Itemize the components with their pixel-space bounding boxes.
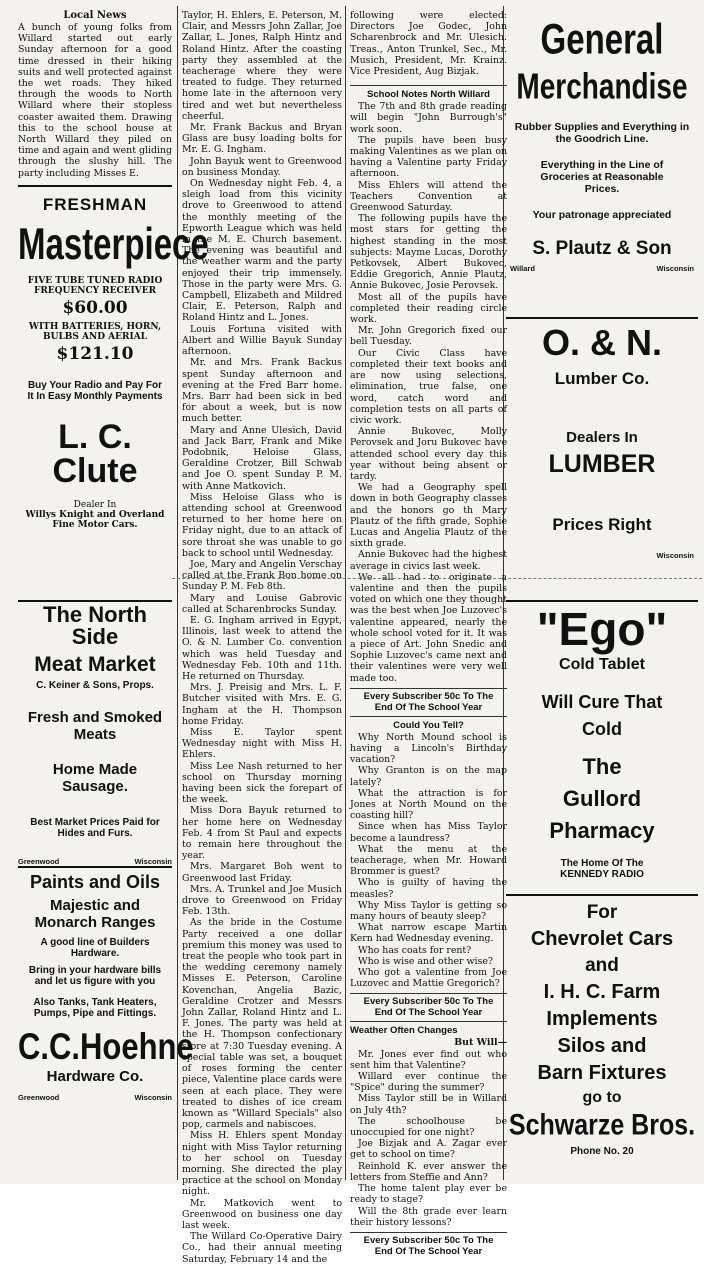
subscriber-line-1: Every Subscriber 50c To The [363, 996, 494, 1008]
schwarze-name: Schwarze Bros. [508, 1108, 696, 1142]
meat-market-kicker: The North Side [43, 601, 147, 649]
meat-fresh-1: Fresh and Smoked [27, 708, 163, 726]
schwarze-l4: I. H. C. Farm [543, 981, 661, 1003]
schwarze-l8: go to [582, 1089, 622, 1106]
lumber-state: Wisconsin [656, 551, 694, 560]
tell-question: Who got a valentine from Joe Luzovec and Mattie Gregorich? [350, 967, 507, 990]
col2-paragraph: Taylor, H. Ehlers, E. Peterson, M. Clair, and Messrs John Zallar, Joe Zallar, L. Jones, Ralph Hintz and Roland Hintz. After the coasting party they assembled at the teacherage where they were treated to fudge. They returned home late in the afternoon very tired and wet but nevertheless cheerful. [182, 10, 342, 122]
tell-question: Why Miss Taylor is getting so many hours of beauty sleep? [350, 899, 507, 923]
subscriber-line-2: End Of The School Year [374, 1007, 483, 1019]
col2-paragraph: Mrs. Margaret Boh went to Greenwood last Friday. [182, 861, 342, 884]
col2-paragraph: Mr. Frank Backus and Bryan Glass are busy loading bolts for Mr. E. G. Ingham. [182, 122, 342, 156]
lumber-prices: Prices Right [552, 515, 652, 534]
local-news-body: A bunch of young folks from Willard started out early Sunday afternoon for a good time dressed in their hiking suits and well protected against the wet roads. They hiked through the woods to North Willard where their stopless coaster awaited them. Drawing this to the school house at North Willard they piled on time and again and went gliding through the slushy hill. The party including Misses E. [18, 22, 172, 179]
col2-paragraph: The Willard Co-Operative Dairy Co., had their annual meeting Saturday, February 14 and the [182, 1231, 342, 1265]
subscriber-notice [350, 993, 507, 1018]
masterpiece-price-2: $121.10 [56, 343, 134, 364]
ego-cure-1: Will Cure That [541, 692, 663, 712]
meat-market-name: Meat Market [34, 652, 156, 676]
col2-paragraph: Miss Dora Bayuk returned to her home here on Wednesday Feb. 4 from St Paul and expects to remain here throughout the year. [182, 805, 342, 862]
ego-cure-2: Cold [582, 719, 622, 739]
subscriber-notice [350, 688, 507, 713]
hoehne-sub: Hardware Co. [46, 1067, 144, 1085]
col2-paragraph: E. G. Ingham arrived in Egypt, Illinois, last week to attend the O. & N. Lumber Co. convention which was held Tuesday and Wednesday Feb. 10th and 11th. He returned on Thursday. [182, 614, 342, 682]
masterpiece-radio-ad [18, 185, 209, 600]
dealer-cars-2: Fine Motor Cars. [52, 519, 138, 530]
meat-town: Greenwood [18, 856, 60, 866]
plautz-ad [506, 10, 698, 317]
tell-question: What the menu at the teacherage, when Mr. Howard Brommer is guest? [350, 843, 507, 878]
hoehne-location [18, 1093, 172, 1102]
weather-item: The schoolhouse be unoccupied for one night? [350, 1115, 507, 1139]
plautz-h1: General [540, 14, 664, 63]
lumber-dealers-in: Dealers In [566, 429, 638, 446]
page-fold-line [172, 578, 702, 589]
schwarze-l6: Silos and [557, 1035, 647, 1057]
hoehne-name: C.C.Hoehne [18, 1025, 194, 1068]
masterpiece-line3: WITH BATTERIES, HORN, [28, 321, 162, 332]
col2-paragraph: Mary and Louise Gabrovic called at Scharenbrocks Sunday. [182, 592, 342, 615]
plautz-l3: Your patronage appreciated [532, 209, 672, 221]
col2-paragraph: Mary and Anne Ulesich, David and Jack Barr, Frank and Mike Podobnik, Heloise Glass, Geraldine Crotzer, Bill Schwab and Joe O. spent Sunday P. M. with Anne Matkovich. [182, 424, 342, 492]
col2-paragraph: Louis Fortuna visited with Albert and Willie Bayuk Sunday afternoon. [182, 323, 342, 358]
weather-subtitle: But Will— [454, 1037, 507, 1049]
hoehne-h2: Majestic and [49, 896, 141, 914]
meat-prices-1: Best Market Prices Paid for [30, 816, 160, 828]
masterpiece-line4: BULBS AND AERIAL [42, 331, 147, 342]
weather-item: The home talent play ever be ready to stage? [350, 1183, 507, 1206]
tell-question: What the attraction is for Jones at North Mound on the coasting hill? [350, 787, 507, 822]
column-4 [506, 10, 698, 1178]
col2-paragraph: Miss E. Taylor spent Wednesday night with Miss H. Ehlers. [182, 727, 342, 761]
weather-item: Miss Taylor still be in Willard on July 4th? [350, 1093, 507, 1116]
plautz-state: Wisconsin [656, 264, 694, 273]
lumber-name: O. & N. [541, 322, 662, 363]
plautz-town: Willard [510, 264, 535, 273]
subscriber-line-1: Every Subscriber 50c To The [363, 690, 494, 702]
meat-prices-2: Hides and Furs. [57, 827, 133, 839]
tell-question: Why Granton is on the map lately? [350, 765, 507, 788]
weather-item: Will the 8th grade ever learn their history lessons? [350, 1205, 507, 1228]
ego-tablet-ad [506, 600, 698, 894]
meat-sausage: Home Made Sausage. [52, 760, 138, 795]
ego-sub: Cold Tablet [559, 656, 645, 673]
subscriber-line-1: Every Subscriber 50c To The [363, 1234, 494, 1246]
pharmacy-line-3: Pharmacy [549, 818, 655, 843]
pharmacy-line-2: Gullord [562, 786, 642, 811]
school-note: Most all of the pupils have completed their reading circle work. [350, 291, 507, 326]
hoehne-state: Wisconsin [134, 1092, 172, 1102]
masterpiece-pay-2: It In Easy Monthly Payments [27, 390, 163, 402]
school-note: The pupils have been busy making Valentines as we plan on having a Valentine party Friday afternoon. [350, 134, 507, 180]
school-note: We had a Geography spell down in both Geography classes and the honors go th Mary Plautz of the fifth grade, Sophie Lucas and Angelia Plautz of the sixth grade. [350, 482, 507, 550]
weather-item: Willard ever continue the "Spice" during the summer? [350, 1071, 507, 1094]
schwarze-l5: Implements [546, 1008, 658, 1030]
plautz-l1: Rubber Supplies and Everything in the Goodrich Line. [514, 121, 690, 145]
masterpiece-kicker: FRESHMAN [42, 194, 148, 214]
schwarze-phone: Phone No. 20 [570, 1146, 634, 1157]
schwarze-ad [506, 894, 698, 1157]
school-note: Miss Ehlers will attend the Teachers Convention at Greenwood Saturday. [350, 179, 507, 214]
could-you-tell-title: Could You Tell? [350, 716, 507, 731]
weather-item: Joe Bizjak and A. Zagar ever get to school on time? [350, 1138, 507, 1161]
dealer-in-label: Dealer In [73, 499, 117, 510]
masterpiece-name: Masterpiece [18, 218, 209, 269]
col2-paragraph: Mrs. A. Trunkel and Joe Musich drove to Greenwood on Friday Feb. 13th. [182, 883, 342, 918]
schwarze-l1: For [586, 902, 618, 923]
lumber-location [506, 551, 698, 560]
schwarze-l2: Chevrolet Cars [530, 928, 674, 950]
plautz-name: S. Plautz & Son [532, 238, 672, 259]
hoehne-town: Greenwood [18, 1092, 60, 1102]
meat-market-owner: C. Keiner & Sons, Props. [36, 679, 154, 691]
school-note: Mr. John Gregorich fixed our bell Tuesday. [350, 325, 507, 348]
col2-paragraph: Miss H. Ehlers spent Monday night with Miss Taylor returning to her school on Tuesday morning. She directed the play practice at the school on Monday night. [182, 1130, 342, 1198]
hoehne-l3: Bring in your hardware bills [28, 964, 162, 976]
school-notes-title: School Notes North Willard [350, 85, 507, 100]
lumber-product: LUMBER [548, 450, 656, 478]
col2-paragraph: Mr. Matkovich went to Greenwood on business one day last week. [182, 1197, 342, 1231]
school-note: Annie Bukovec, Molly Perovsek and Joru Bukovec have attended school every day this year without being absent or tardy. [350, 426, 507, 482]
hoehne-hardware-ad [18, 866, 194, 1102]
col3-paragraph: following were elected: Directors Joe Godec, John Scharenbrock and Mr. Ulesich. Treas., Anton Trunkel, Sec., Mr. Musich, President, Mr. Krainz. Vice President, Aug Bizjak. [350, 10, 507, 78]
column-1 [18, 10, 209, 1178]
plautz-l2: Everything in the Line of Groceries at Reasonable Prices. [540, 159, 664, 195]
meat-fresh-2: Meats [73, 725, 117, 743]
subscriber-line-2: End Of The School Year [374, 701, 483, 713]
school-note: We all had to originate a valentine and then the pupils voted on which one they thought was the best when Joe Luzovec's valentine appeared, nearly the whole school voted for it. It was a piece of Art. John Snedic and Sophie Luzovec's came next and their valentines were very well made too. [350, 571, 507, 684]
weather-title: Weather Often Changes [350, 1021, 507, 1036]
tell-question: Who has coats for rent? [358, 944, 472, 956]
hoehne-l1: A good line of Builders [40, 936, 150, 948]
col2-paragraph: Miss Lee Nash returned to her school on Thursday morning having been sick the forepart of the week. [182, 760, 342, 806]
tell-question: Why North Mound school is having a Lincoln's Birthday vacation? [350, 731, 507, 766]
column-rule [177, 6, 178, 1180]
school-note: The 7th and 8th grade reading will begin "John Burrough's" work soon. [350, 101, 507, 135]
column-3 [350, 10, 507, 1257]
weather-item: Mr. Jones ever find out who sent him that Valentine? [350, 1048, 507, 1071]
col2-paragraph: Mrs. J. Preisig and Mrs. L. F. Butcher visited with Mrs. E. G. Ingham at the H. Thompson home Friday. [182, 682, 342, 727]
col2-paragraph: John Bayuk went to Greenwood on business Monday. [182, 155, 342, 178]
pharmacy-home-2: KENNEDY RADIO [560, 869, 644, 880]
plautz-h2: Merchandise [516, 66, 688, 107]
masterpiece-price-1: $60.00 [62, 297, 128, 318]
weather-item: Reinhold K. ever answer the letters from Steffie and Ann? [350, 1160, 507, 1183]
meat-market-ad [18, 600, 172, 866]
hoehne-h3: Monarch Ranges [34, 913, 156, 931]
meat-location [18, 857, 172, 866]
pharmacy-line-1: The [582, 754, 622, 779]
schwarze-l3: and [585, 955, 619, 976]
hoehne-l5: Also Tanks, Tank Heaters, [33, 996, 157, 1008]
subscriber-notice [350, 1232, 507, 1257]
hoehne-h1: Paints and Oils [29, 871, 161, 892]
local-news-title: Local News [63, 10, 127, 21]
hoehne-l6: Pumps, Pipe and Fittings. [33, 1007, 157, 1019]
hoehne-l4: and let us figure with you [34, 975, 156, 987]
tell-question: Since when has Miss Taylor become a laundress? [350, 821, 507, 844]
pharmacy-home-1: The Home Of The [560, 858, 644, 869]
col2-paragraph: On Wednesday night Feb. 4, a sleigh load from this vicinity drove to Greenwood to attend the monthly meeting of the Epworth League which was held in the M. E. Church basement. The evening was beautiful and the weather warm and the party enjoyed their trip immensely. Those in the party were Mrs. G. Campbell, Elizabeth and Mildred Clair, E. Peterson, Ralph and Roland Hintz and L. Jones. [182, 178, 342, 324]
col2-paragraph: Joe, Mary and Angelin Verschay called at the Frank Bon home on Sunday P. M. Feb 8th. [182, 558, 342, 593]
col2-paragraph: As the bride in the Costume Party received a one dollar premium this money was used to treat the people who took part in the wedding ceremony namely Misses E. Peterson, Caroline Kovenchan, Angelia Bazic, Geraldine Crotzer and Messrs John Zallar, Roland Hintz and L. F. Jones. The party was held at the H. Thompson confectionary store at 7:30 Tuesday evening. A special table was set, a bouquet of roses forming the center piece, Valentine place cards were seen at each place. They were treated to dishes of ice cream known as "Willard Specials" also pop, carmels and nabiscoes. [182, 917, 342, 1131]
lumber-ad [506, 317, 698, 600]
tell-question: What narrow escape Martin Kern had Wednesday evening. [350, 922, 507, 945]
school-note: Our Civic Class have completed their text books and are now using selections, elimination, true false, one word, catch word and completion tests on all parts of civic work. [350, 347, 507, 426]
tell-question: Who is wise and other wise? [358, 955, 493, 967]
ego-name: "Ego" [536, 603, 668, 655]
lumber-sub: Lumber Co. [554, 369, 650, 388]
masterpiece-line2: FREQUENCY RECEIVER [33, 285, 157, 296]
school-note: Annie Bukovec had the highest average in civics last week. [350, 549, 507, 572]
meat-state: Wisconsin [134, 856, 172, 866]
masterpiece-pay-1: Buy Your Radio and Pay For [27, 379, 163, 391]
tell-question: Who is guilty of having the measles? [350, 877, 507, 900]
col2-paragraph: Miss Heloise Glass who is attending school at Greenwood returned to her home here on Friday night, due to an attack of sore throat she was unable to go back to school until Wednesday. [182, 491, 342, 559]
col2-paragraph: Mr. and Mrs. Frank Backus spent Sunday afternoon and evening at the Fred Barr home. Mrs. Barr had been sick in bed for about a week, but is now much better. [182, 357, 342, 425]
dealer-cars-1: Willys Knight and Overland [25, 509, 165, 520]
dealer-name: L. C. Clute [52, 417, 138, 490]
column-rule [345, 6, 346, 1180]
plautz-location [506, 264, 698, 273]
school-note: The following pupils have the most stars for getting the highest standing in the most subjects: Mayme Lucas, Dorothy Petkovsek, Albert Bukovec, Eddie Gregorich, Annie Plautz, Annie Bukovec, Josie Perovsek. [350, 213, 507, 292]
subscriber-line-2: End Of The School Year [374, 1245, 483, 1257]
hoehne-l2: Hardware. [70, 947, 120, 959]
column-2 [182, 10, 342, 1265]
schwarze-l7: Barn Fixtures [537, 1062, 667, 1084]
masterpiece-line1: FIVE TUBE TUNED RADIO [27, 275, 163, 286]
